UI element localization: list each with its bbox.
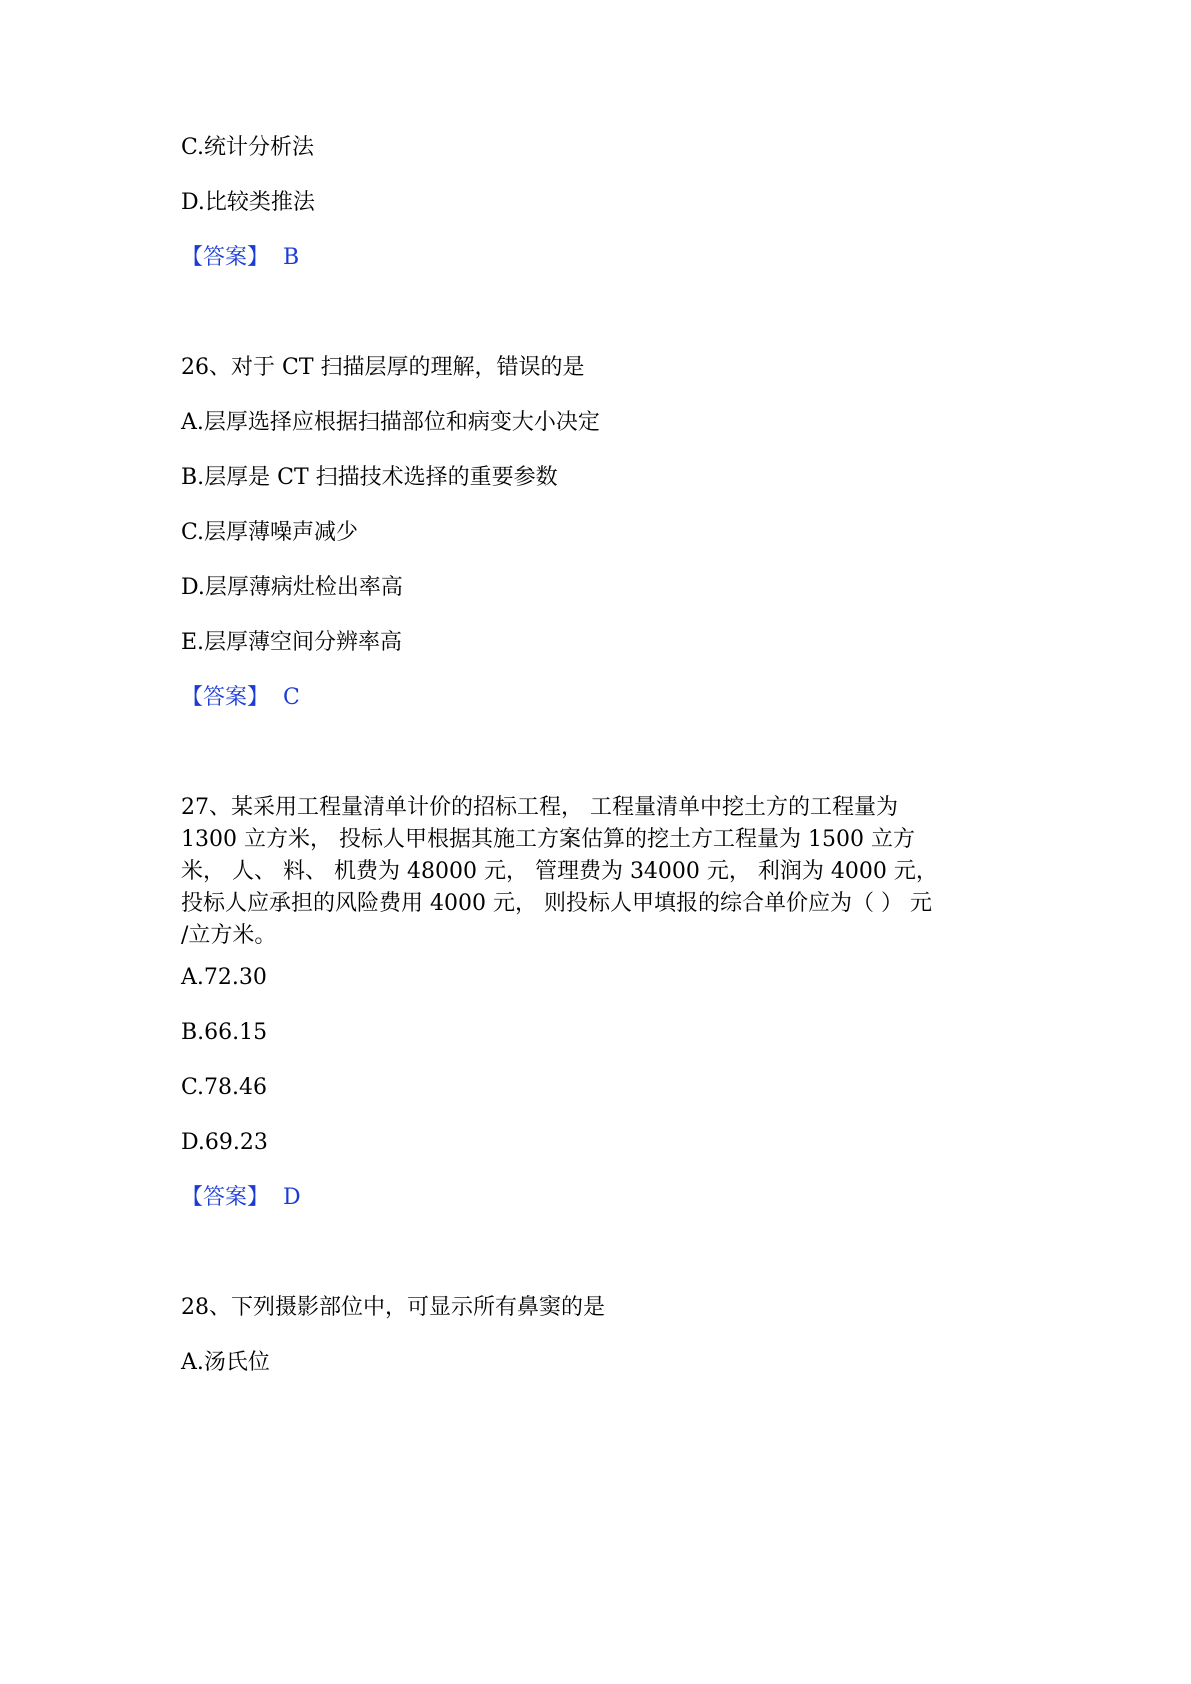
answer-label: 【答案】	[181, 1185, 270, 1210]
q27-stem-line: 米， 人、 料、 机费为 48000 元， 管理费为 34000 元， 利润为 4000 元，	[181, 859, 938, 884]
q26-option-b: B.层厚是 CT 扫描技术选择的重要参数	[181, 465, 558, 490]
q25-option-c: C.统计分析法	[181, 135, 315, 160]
answer-label: 【答案】	[181, 685, 270, 710]
q27-stem-line: /立方米。	[181, 923, 277, 948]
answer-value: B	[283, 245, 300, 270]
q26-option-e: E.层厚薄空间分辨率高	[181, 630, 403, 655]
q27-option-d: D.69.23	[181, 1130, 268, 1155]
answer-value: D	[283, 1185, 301, 1210]
q27-stem-line: 27、某采用工程量清单计价的招标工程， 工程量清单中挖土方的工程量为	[181, 795, 898, 820]
q28-option-a: A.汤氏位	[181, 1350, 270, 1375]
q27-stem-line: 1300 立方米， 投标人甲根据其施工方案估算的挖土方工程量为 1500 立方	[181, 827, 915, 852]
q25-answer	[181, 244, 299, 272]
q27-option-a: A.72.30	[181, 965, 267, 990]
q27-option-c: C.78.46	[181, 1075, 268, 1100]
q27-stem-line: 投标人应承担的风险费用 4000 元， 则投标人甲填报的综合单价应为（ ） 元	[181, 891, 932, 916]
q26-answer	[181, 684, 300, 712]
q27-stem	[181, 792, 1021, 952]
q28-stem: 28、下列摄影部位中，可显示所有鼻窦的是	[181, 1295, 605, 1320]
q25-option-d: D.比较类推法	[181, 190, 315, 215]
q26-option-d: D.层厚薄病灶检出率高	[181, 575, 403, 600]
q26-option-c: C.层厚薄噪声减少	[181, 520, 359, 545]
q27-answer	[181, 1184, 301, 1212]
answer-value: C	[283, 685, 300, 710]
q26-option-a: A.层厚选择应根据扫描部位和病变大小决定	[181, 410, 600, 435]
answer-label: 【答案】	[181, 245, 270, 270]
q26-stem: 26、对于 CT 扫描层厚的理解，错误的是	[181, 355, 585, 380]
q27-option-b: B.66.15	[181, 1020, 268, 1045]
